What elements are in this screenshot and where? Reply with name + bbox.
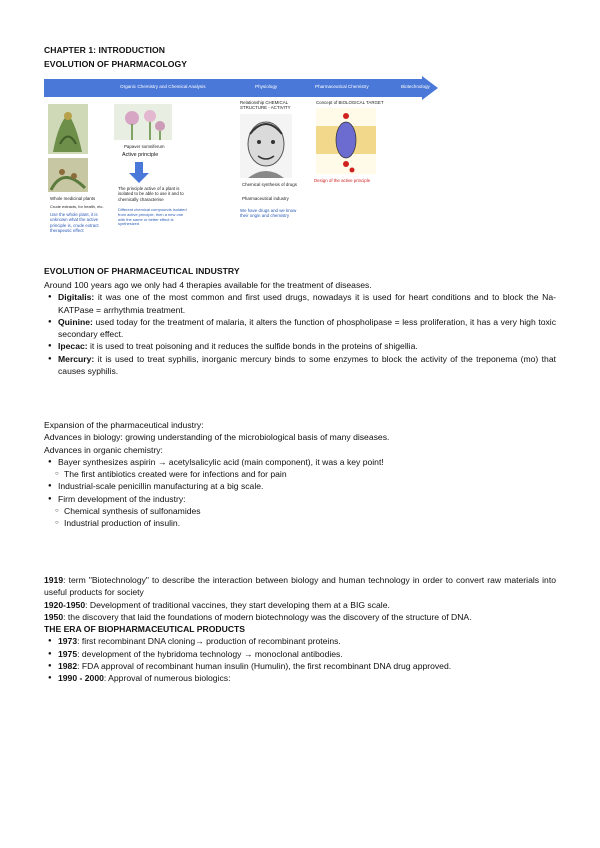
year-label: 1920-1950	[44, 599, 86, 610]
stage-biotechnology: Biotechnology	[401, 84, 430, 89]
era-list	[44, 635, 556, 684]
col3-top-caption: Relationship CHEMICAL STRUCTURE - ACTIVITY	[240, 100, 291, 111]
pharmacology-evolution-diagram	[44, 76, 454, 246]
expansion-section	[44, 419, 556, 530]
stage-physiology: Physiology	[255, 84, 278, 89]
therapy-text: it is used to treat syphilis, inorganic mercury binds to some enzymes to block the activity of the treponema (mo) that causes syphilis.	[58, 353, 556, 377]
history-section	[44, 574, 556, 685]
list-item	[44, 660, 556, 672]
industry-body	[44, 279, 556, 377]
section-heading-pharmacology: EVOLUTION OF PHARMACOLOGY	[44, 59, 188, 69]
therapy-name: Digitalis:	[58, 292, 95, 303]
list-item: ● Industrial-scale penicillin manufacturing at a big scale.	[44, 480, 556, 492]
col4-top-caption: Concept of BIOLOGICAL TARGET	[316, 100, 384, 105]
stage-pharmaceutical-chemistry: Pharmaceutical Chemistry	[315, 84, 369, 89]
year-label: 1950	[44, 611, 64, 622]
list-item	[44, 316, 556, 341]
sub-list-item: ○ The first antibiotics created were for infections and for pain	[44, 468, 556, 480]
era-year: 1975	[58, 648, 78, 659]
col3-blue-text: We have drugs and we know their origin and chemistry	[240, 208, 297, 219]
intro-paragraph: Around 100 years ago we only had 4 therapies available for the treatment of diseases.	[44, 280, 372, 290]
therapy-text: it was one of the most common and first used drugs, nowadays it is used for heart conditions and to block the Na-KATPase = arrhythmia treatment.	[58, 292, 556, 315]
year-text: : term "Biotechnology" to describe the interaction between biology and human technology in order to convert raw materials into useful products for society	[44, 575, 556, 598]
active-principle-label: Active principle	[122, 152, 159, 158]
era-heading: THE ERA OF BIOPHARMACEUTICAL PRODUCTS	[44, 624, 246, 635]
year-1919	[44, 574, 556, 599]
col1-caption: Whole medicinal plants	[50, 196, 96, 201]
organic-list	[44, 456, 556, 530]
advances-biology: Advances in biology: growing understanding of the microbiological basis of many diseases.	[44, 432, 390, 443]
col4-bottom-caption: Design of the active principle	[314, 178, 371, 183]
col2-text: The principle active of a plant is isolated to be able to use it and to chemically characterise	[118, 186, 184, 202]
list-item	[44, 340, 556, 352]
therapies-list	[44, 291, 556, 377]
era-year: 1990 - 2000	[58, 673, 104, 684]
plant-illustration-image	[48, 104, 88, 154]
era-year: 1982	[58, 661, 78, 672]
scientist-portrait-image	[240, 114, 292, 178]
list-item	[44, 635, 556, 647]
chapter-title: CHAPTER 1: INTRODUCTION	[44, 45, 165, 55]
section-heading-industry: EVOLUTION OF PHARMACEUTICAL INDUSTRY	[44, 266, 240, 276]
era-year: 1973	[58, 636, 78, 647]
col3-mid2-caption: Pharmaceutical industry	[242, 196, 289, 201]
year-text: : the discovery that laid the foundations of modern biotechnology was the discovery of the structure of DNA.	[63, 611, 472, 622]
era-text: : Approval of numerous biologics:	[103, 673, 231, 684]
col1-blue-text: Use the whole plant, it is unknown what the active principle is, crude extract therapeutic effect	[50, 212, 99, 234]
list-item: ● Bayer synthesizes aspirin → acetylsalicylic acid (main component), it was a key point!	[44, 456, 556, 468]
therapy-name: Mercury:	[58, 353, 95, 364]
sub-list-item: ○ Chemical synthesis of sulfonamides	[44, 505, 556, 517]
therapy-name: Ipecac:	[58, 341, 88, 352]
year-label: 1919	[44, 575, 64, 585]
col3-mid-caption: Chemical synthesis of drugs	[242, 182, 297, 187]
list-item	[44, 353, 556, 378]
col1-note: Crude extracts, for health, etc.	[50, 204, 104, 209]
list-item	[44, 672, 556, 684]
col2-top-caption: Papaver somniferum	[124, 144, 165, 149]
therapy-text: it is used to treat poisoning and it reduces the sulfide bonds in the proteins of shigellia.	[87, 341, 418, 352]
therapy-name: Quinine:	[58, 316, 93, 327]
biological-target-image	[316, 108, 376, 174]
list-item	[44, 648, 556, 660]
sub-list-item: ○ Industrial production of insulin.	[44, 517, 556, 529]
era-text: : first recombinant DNA cloning→ production of recombinant proteins.	[77, 636, 341, 647]
expansion-heading: Expansion of the pharmaceutical industry:	[44, 420, 204, 430]
down-arrow-icon	[128, 162, 150, 184]
era-text: : FDA approval of recombinant human insulin (Humulin), the first recombinant DNA drug approved.	[77, 661, 452, 672]
year-text: : Development of traditional vaccines, they start developing them at a BIG scale.	[85, 599, 390, 610]
list-item: ● Firm development of the industry:	[44, 493, 556, 505]
advances-organic: Advances in organic chemistry:	[44, 444, 163, 455]
year-1950	[44, 611, 556, 623]
therapy-text: used today for the treatment of malaria, it alters the function of phospholipase = less proliferation, it has a very high toxic secondary effect.	[58, 316, 556, 340]
stage-organic-chemistry: Organic Chemistry and Chemical Analysis	[120, 84, 206, 89]
plant-illustration-image-2	[48, 158, 88, 192]
list-item	[44, 291, 556, 316]
era-text: : development of the hybridoma technology → monoclonal antibodies.	[77, 648, 343, 659]
year-1920-1950	[44, 599, 556, 611]
poppy-image	[114, 104, 172, 140]
col2-blue-text: Different chemical compounds isolated from active principle, then a new one with the same or better effect is synthesized	[118, 207, 187, 227]
